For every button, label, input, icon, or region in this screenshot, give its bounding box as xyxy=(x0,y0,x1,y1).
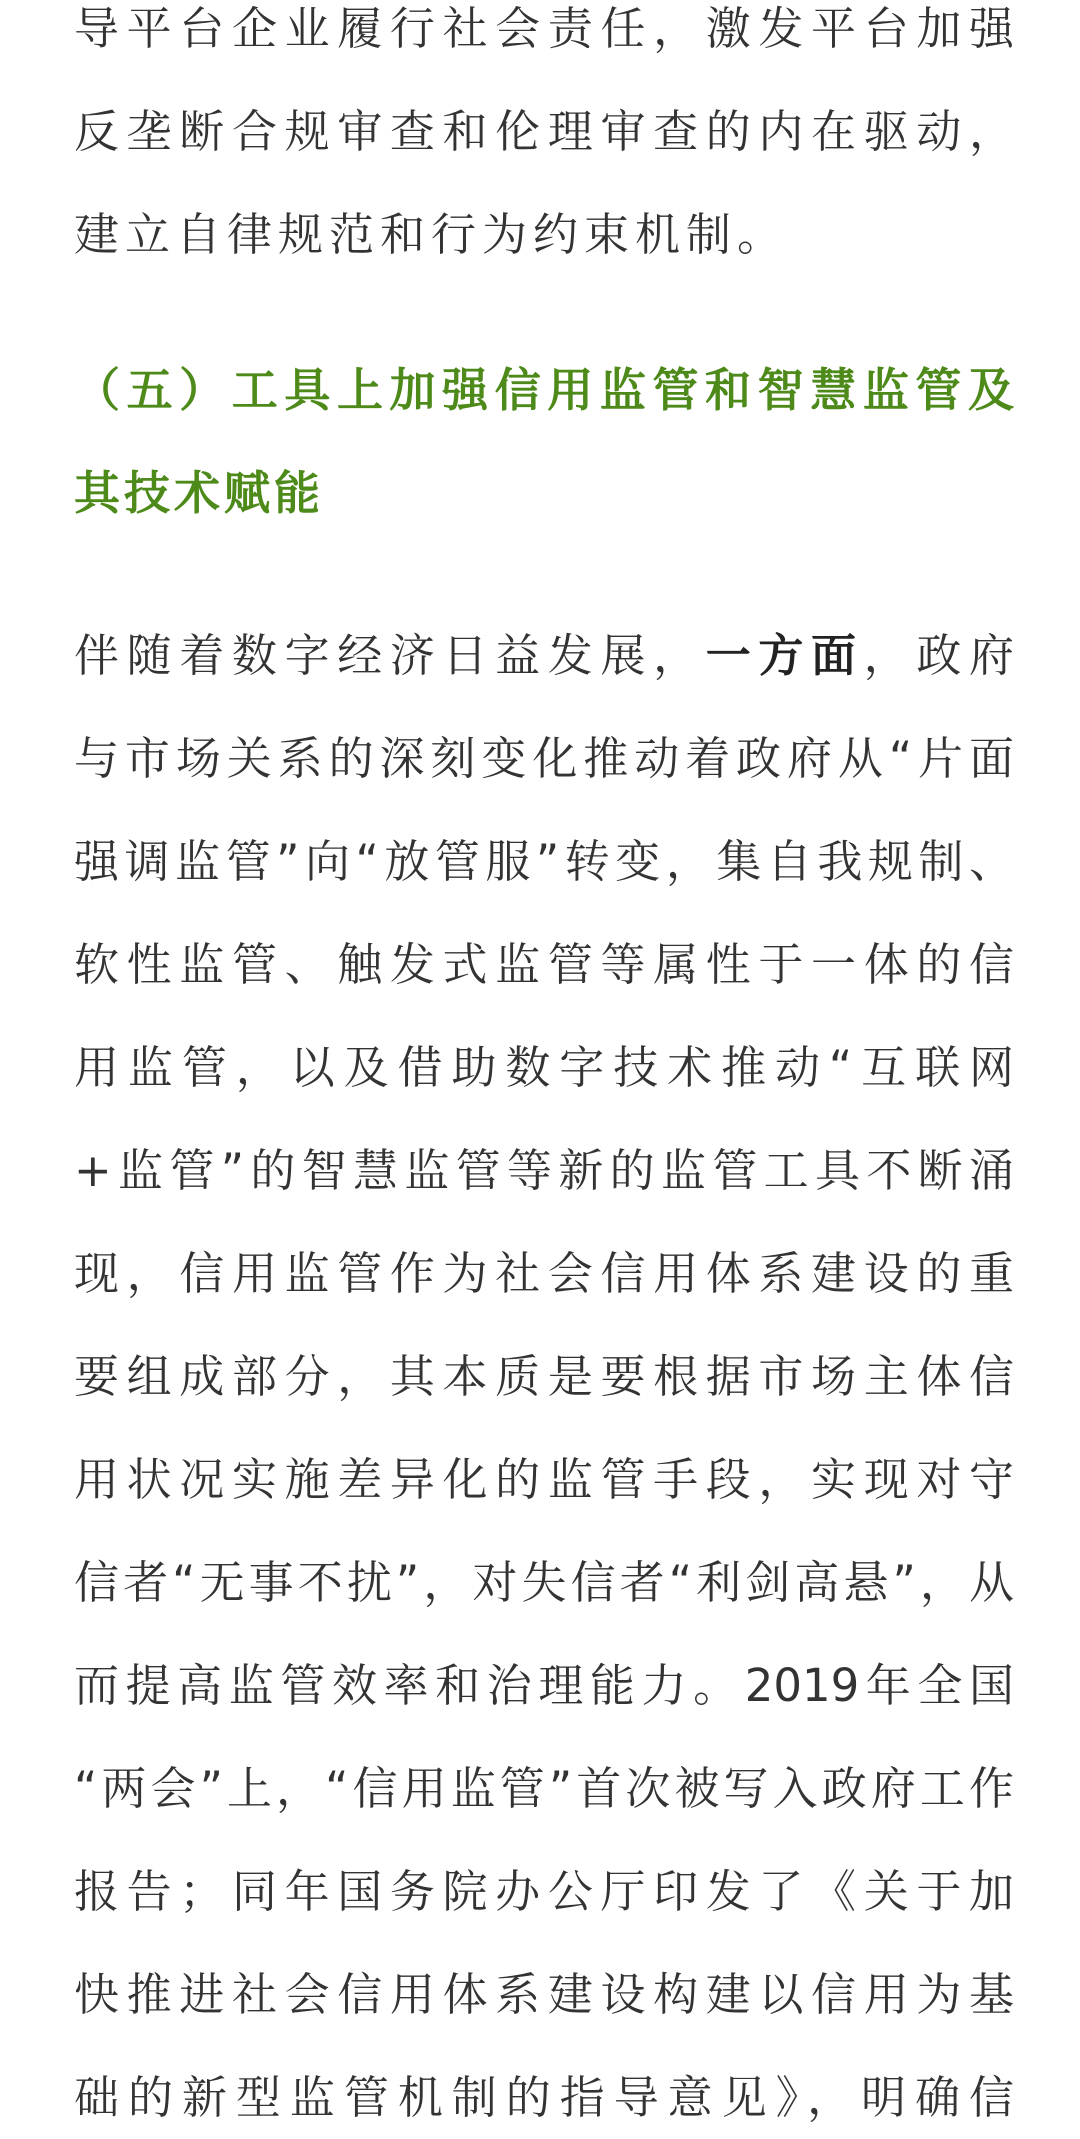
text-line: 用监管，以及借助数字技术推动“互联网 xyxy=(74,1041,1014,1094)
text-line: 软性监管、触发式监管等属性于一体的信 xyxy=(74,938,1014,991)
bold-phrase: 一方面 xyxy=(705,629,864,682)
heading-line: （五）工具上加强信用监管和智慧监管及 xyxy=(74,363,1014,417)
text-line: +监管”的智慧监管等新的监管工具不断涌 xyxy=(74,1144,1014,1197)
heading-line: 其技术赋能 xyxy=(74,466,324,520)
text-line: 建立自律规范和行为约束机制。 xyxy=(74,208,789,261)
text-line: 快推进社会信用体系建设构建以信用为基 xyxy=(74,1968,1014,2021)
text-line: 强调监管”向“放管服”转变，集自我规制、 xyxy=(74,835,1014,888)
text-line: 报告；同年国务院办公厅印发了《关于加 xyxy=(74,1865,1014,1918)
text-line: 础的新型监管机制的指导意见》，明确信 xyxy=(74,2071,1014,2124)
text-line: 反垄断合规审查和伦理审查的内在驱动， xyxy=(74,105,1014,158)
text-line: 与市场关系的深刻变化推动着政府从“片面 xyxy=(74,732,1014,785)
text-line: 现，信用监管作为社会信用体系建设的重 xyxy=(74,1247,1014,1300)
text-line: 而提高监管效率和治理能力。2019年全国 xyxy=(74,1659,1014,1712)
text-line: “两会”上，“信用监管”首次被写入政府工作 xyxy=(74,1762,1014,1815)
text-line: 要组成部分，其本质是要根据市场主体信 xyxy=(74,1350,1014,1403)
text-segment: ，政府 xyxy=(863,629,1014,682)
text-segment: 伴随着数字经济日益发展， xyxy=(74,629,706,682)
text-line: 信者“无事不扰”，对失信者“利剑高悬”，从 xyxy=(74,1556,1014,1609)
text-line: 导平台企业履行社会责任，激发平台加强 xyxy=(74,2,1014,55)
text-line-first xyxy=(74,604,1014,707)
text-line: 用状况实施差异化的监管手段，实现对守 xyxy=(74,1453,1014,1506)
